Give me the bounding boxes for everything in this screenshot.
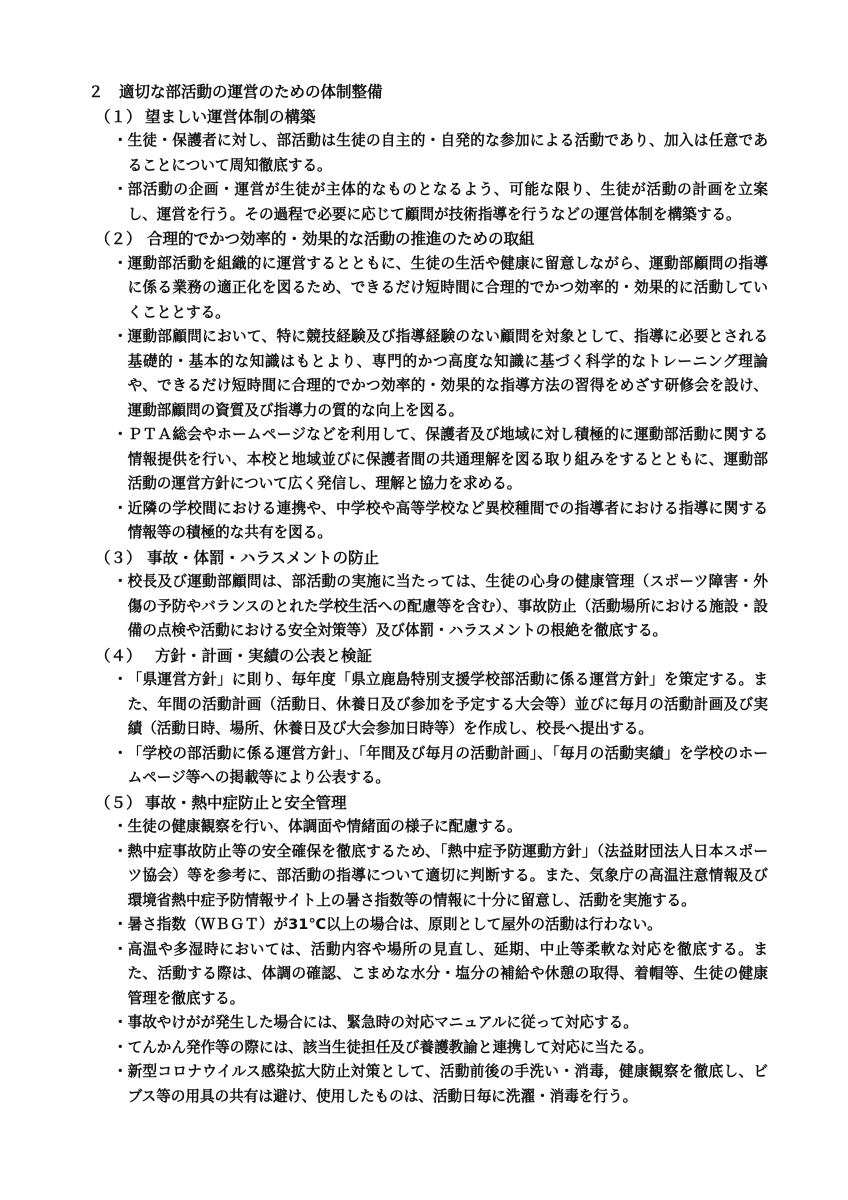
subsection-title: 合理的でかつ効率的・効果的な活動の推進のための取組 [147, 230, 535, 248]
subsection [0, 791, 848, 1110]
subsection-number: （５） [95, 793, 142, 812]
bullet-text: 近隣の学校間における連携や、中学校や高等学校など異校種間での指導者における指導に関する情報等の積極的な共有を図る。 [127, 499, 768, 541]
bullet-text: 暑さ指数（ＷＢＧＴ）が31℃以上の場合は、原則として屋外の活動は行わない。 [127, 916, 662, 933]
subsection-title: 事故・体罰・ハラスメントの防止 [147, 548, 380, 567]
bullet-marker: ・ [113, 916, 128, 933]
bullet-marker: ・ [113, 426, 128, 443]
bullet-text: 部活動の企画・運営が生徒が主体的なものとなるよう、可能な限り、生徒が活動の計画を立案し、運営を行う。その過程で必要に応じて顧問が技術指導を行うなどの運営体制を構築する。 [127, 181, 768, 223]
bullet-marker: ・ [113, 671, 128, 688]
subsection-number: （３） [95, 548, 142, 567]
subsection [0, 546, 848, 644]
subsection-heading [95, 105, 848, 130]
bullet-marker: ・ [113, 940, 128, 958]
bullet-marker: ・ [113, 132, 128, 149]
bullet-marker: ・ [113, 499, 128, 517]
bullet-text: てんかん発作等の際には、該当生徒担任及び養護教諭と連携して対応に当たる。 [127, 1038, 653, 1056]
bullet-marker: ・ [113, 744, 128, 762]
bullet-text: 運動部顧問において、特に競技経験及び指導経験のない顧問を対象として、指導に必要とされる基礎的・基本的な知識はもとより、専門的かつ高度な知識に基づく科学的なトレーニング理論や、できるだけ短時間に合理的でかつ効率的・効果的な指導方法の習得をめざす研修会を設け、運動部顧問の資質及び指導力の質的な向上を図る。 [127, 328, 768, 419]
subsection-title: 方針・計画・実績の公表と検証 [155, 646, 373, 665]
bullet-item [113, 570, 768, 644]
subsection-title: 事故・熱中症防止と安全管理 [145, 793, 347, 812]
bullet-text: 「県運営方針」に則り、毎年度「県立鹿島特別支援学校部活動に係る運営方針」を策定する。また、年間の活動計画（活動日、休養日及び参加を予定する大会等）並びに毎月の活動計画及び実績（活動日時、場所、休養日及び大会参加日時等）を作成し、校長へ提出する。 [127, 671, 768, 737]
bullet-marker: ・ [113, 1038, 128, 1056]
bullet-item [113, 742, 768, 791]
bullet-marker: ・ [113, 1063, 128, 1080]
bullet-item [113, 1036, 768, 1061]
subsection [0, 227, 848, 546]
bullet-marker: ・ [113, 1014, 128, 1031]
bullet-item [113, 1011, 768, 1036]
subsection [0, 105, 848, 228]
bullet-item [113, 423, 768, 497]
bullet-text: 新型コロナウイルス感染拡大防止対策として、活動前後の手洗い・消毒，健康観察を徹底し、ビブス等の用具の共有は避け、使用したものは、活動日毎に洗濯・消毒を行う。 [127, 1063, 768, 1105]
bullet-text: 高温や多湿時においては、活動内容や場所の見直し、延期、中止等柔軟な対応を徹底する。また、活動する際は、体調の確認、こまめな水分・塩分の補給や休憩の取得、着帽等、生徒の健康管理を徹底する。 [127, 940, 768, 1007]
subsection-heading [95, 791, 848, 816]
bullet-marker: ・ [113, 328, 128, 345]
bullet-item [113, 913, 768, 938]
section-heading: ２ 適切な部活動の運営のための体制整備 [88, 83, 383, 101]
bullet-text: 校長及び運動部顧問は、部活動の実施に当たっては、生徒の心身の健康管理（スポーツ障害・外傷の予防やバランスのとれた学校生活への配慮等を含む）、事故防止（活動場所における施設・設備の点検や活動における安全対策等）及び体罰・ハラスメントの根絶を徹底する。 [127, 573, 768, 639]
bullet-item [113, 840, 768, 914]
subsection [0, 644, 848, 791]
bullet-marker: ・ [113, 573, 128, 590]
bullet-item [113, 938, 768, 1012]
subsection-title: 望ましい運営体制の構築 [145, 107, 316, 126]
bullet-item [113, 129, 768, 178]
bullet-text: 生徒の健康観察を行い、体調面や情緒面の様子に配慮する。 [127, 818, 522, 835]
bullet-item [113, 497, 768, 546]
sections-container [0, 80, 848, 1109]
subsection-number: （１） [95, 107, 142, 126]
bullet-text: 熱中症事故防止等の安全確保を徹底するため、「熱中症予防運動方針」（法益財団法人日本スポーツ協会）等を参考に、部活動の指導について適切に判断する。また、気象庁の高温注意情報及び環境省熱中症予防情報サイト上の暑さ指数等の情報に十分に留意し、活動を実施する。 [127, 842, 768, 909]
subsection-heading [95, 227, 848, 252]
subsection-heading [95, 546, 848, 571]
bullet-marker: ・ [113, 842, 128, 860]
bullet-text: ＰＴＡ総会やホームページなどを利用して、保護者及び地域に対し積極的に運動部活動に関する情報提供を行い、本校と地域並びに保護者間の共通理解を図る取り組みをするとともに、運動部活動の運営方針について広く発信し、理解と協力を求める。 [127, 426, 768, 492]
subsection-number: （２） [95, 230, 142, 248]
bullet-item [113, 815, 768, 840]
bullet-text: 生徒・保護者に対し、部活動は生徒の自主的・自発的な参加による活動であり、加入は任意であることについて周知徹底する。 [127, 132, 768, 174]
bullet-item [113, 252, 768, 326]
bullet-marker: ・ [113, 181, 128, 198]
bullet-text: 事故やけがが発生した場合には、緊急時の対応マニュアルに従って対応する。 [127, 1014, 638, 1031]
bullet-item [113, 178, 768, 227]
subsection-number: （４） [95, 646, 142, 665]
bullet-marker: ・ [113, 818, 128, 835]
bullet-marker: ・ [113, 254, 128, 272]
bullet-item [113, 668, 768, 742]
bullet-text: 運動部活動を組織的に運営するとともに、生徒の生活や健康に留意しながら、運動部顧問の指導に係る業務の適正化を図るため、できるだけ短時間に合理的でかつ効率的・効果的に活動していくこととする。 [127, 254, 768, 321]
document-body [0, 80, 848, 1109]
bullet-item [113, 325, 768, 423]
subsection-heading [95, 644, 848, 669]
bullet-text: 「学校の部活動に係る運営方針」、「年間及び毎月の活動計画」、「毎月の活動実績」を学校のホームページ等への掲載等により公表する。 [127, 744, 768, 786]
bullet-item [113, 1060, 768, 1109]
